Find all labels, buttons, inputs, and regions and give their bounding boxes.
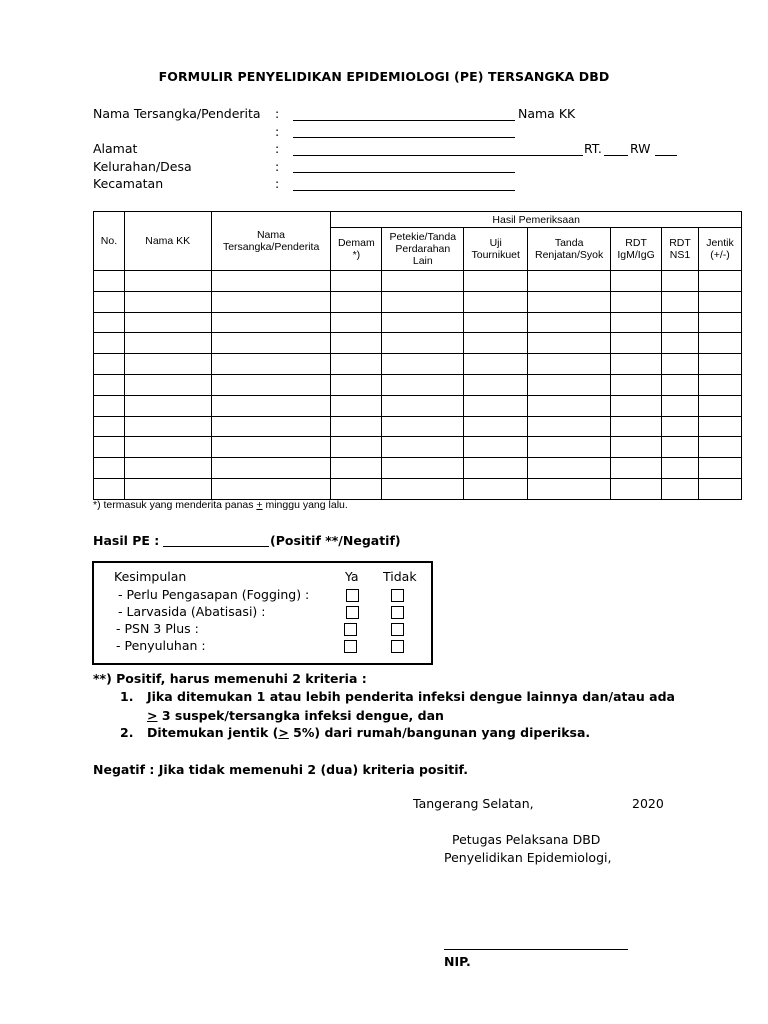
footnote-text-end: minggu yang lalu.	[262, 499, 348, 511]
table-cell[interactable]	[528, 458, 611, 479]
table-cell[interactable]	[382, 291, 464, 312]
table-cell[interactable]	[382, 271, 464, 292]
table-cell[interactable]	[124, 312, 211, 333]
table-cell[interactable]	[94, 478, 125, 499]
footnote	[93, 499, 348, 511]
table-cell[interactable]	[382, 478, 464, 499]
table-cell[interactable]	[464, 291, 528, 312]
table-row	[94, 291, 742, 312]
colon: :	[275, 141, 280, 156]
negatif-statement	[93, 762, 468, 777]
col-header-no: No.	[94, 212, 125, 271]
signature-place: Tangerang Selatan,	[413, 796, 534, 811]
table-row	[94, 374, 742, 395]
table-cell[interactable]	[94, 271, 125, 292]
table-cell[interactable]	[94, 354, 125, 375]
table-cell[interactable]	[382, 395, 464, 416]
rw-input-line[interactable]	[655, 155, 677, 156]
table-cell[interactable]	[94, 416, 125, 437]
table-cell[interactable]	[662, 374, 699, 395]
table-cell[interactable]	[662, 437, 699, 458]
col-ya: Ya	[345, 569, 359, 584]
table-cell[interactable]	[464, 437, 528, 458]
table-cell[interactable]	[124, 478, 211, 499]
table-row	[94, 395, 742, 416]
table-cell[interactable]	[611, 312, 662, 333]
col-header-rdt-igm: RDT IgM/IgG	[611, 228, 662, 271]
col-header-rdt-ns1: RDT NS1	[662, 228, 699, 271]
plus-minus-symbol: +	[256, 499, 263, 511]
table-cell[interactable]	[331, 271, 382, 292]
table-cell[interactable]	[662, 291, 699, 312]
kriteria-item2-number: 2.	[120, 725, 134, 740]
kecamatan-label: Kecamatan	[93, 176, 164, 191]
table-cell[interactable]	[211, 333, 331, 354]
table-cell[interactable]	[124, 291, 211, 312]
col-header-hasil-pemeriksaan: Hasil Pemeriksaan	[331, 212, 742, 228]
col-header-demam: Demam *)	[331, 228, 382, 271]
table-cell[interactable]	[382, 416, 464, 437]
col-header-jentik: Jentik (+/-)	[698, 228, 741, 271]
table-cell[interactable]	[698, 333, 741, 354]
form-title: FORMULIR PENYELIDIKAN EPIDEMIOLOGI (PE) TERSANGKA DBD	[158, 69, 610, 84]
table-cell[interactable]	[662, 312, 699, 333]
table-cell[interactable]	[211, 354, 331, 375]
table-cell[interactable]	[211, 437, 331, 458]
nip-label: NIP.	[444, 954, 471, 969]
kriteria-heading: **) Positif, harus memenuhi 2 kriteria :	[93, 671, 367, 686]
table-cell[interactable]	[698, 478, 741, 499]
kecamatan-input-line[interactable]	[293, 190, 515, 191]
table-cell[interactable]	[698, 271, 741, 292]
rt-input-line[interactable]	[604, 155, 628, 156]
table-cell[interactable]	[698, 416, 741, 437]
table-cell[interactable]	[211, 458, 331, 479]
table-cell[interactable]	[464, 312, 528, 333]
penyuluhan-tidak-checkbox[interactable]	[391, 640, 404, 653]
item-psn-label: - PSN 3 Plus :	[116, 621, 199, 636]
table-cell[interactable]	[611, 374, 662, 395]
table-cell[interactable]	[611, 395, 662, 416]
table-cell[interactable]	[124, 333, 211, 354]
kesimpulan-title: Kesimpulan	[114, 569, 187, 584]
table-cell[interactable]	[94, 374, 125, 395]
kriteria-item1-number: 1.	[120, 689, 134, 704]
table-cell[interactable]	[382, 437, 464, 458]
table-cell[interactable]	[662, 333, 699, 354]
table-cell[interactable]	[611, 333, 662, 354]
footnote-text: *) termasuk yang menderita panas	[93, 499, 257, 511]
table-cell[interactable]	[124, 354, 211, 375]
table-cell[interactable]	[331, 291, 382, 312]
table-cell[interactable]	[94, 458, 125, 479]
colon: :	[275, 124, 280, 139]
table-cell[interactable]	[662, 458, 699, 479]
table-cell[interactable]	[528, 333, 611, 354]
table-cell[interactable]	[611, 271, 662, 292]
nama-kk-label: Nama KK	[518, 106, 576, 121]
table-cell[interactable]	[124, 458, 211, 479]
col-header-uji-tournikuet: Uji Tournikuet	[464, 228, 528, 271]
table-cell[interactable]	[94, 291, 125, 312]
greater-equal-symbol: >	[147, 708, 158, 723]
alamat-input-line[interactable]	[293, 155, 583, 156]
table-cell[interactable]	[331, 374, 382, 395]
table-row	[94, 478, 742, 499]
col-header-tanda-renjatan: Tanda Renjatan/Syok	[528, 228, 611, 271]
negatif-text: : Jika tidak memenuhi 2 (dua) kriteria positif.	[145, 762, 468, 777]
table-cell[interactable]	[124, 271, 211, 292]
kriteria-item2-text-end: 5%) dari rumah/bangunan yang diperiksa.	[288, 725, 591, 740]
table-cell[interactable]	[331, 395, 382, 416]
colon: :	[275, 159, 280, 174]
table-cell[interactable]	[124, 374, 211, 395]
hasil-pe-label: Hasil PE :	[93, 533, 160, 548]
table-cell[interactable]	[382, 374, 464, 395]
table-cell[interactable]	[698, 458, 741, 479]
kriteria-item1-line1: Jika ditemukan 1 atau lebih penderita infeksi dengue lainnya dan/atau ada	[147, 689, 675, 704]
signature-year: 2020	[632, 796, 664, 811]
table-cell[interactable]	[464, 354, 528, 375]
table-cell[interactable]	[464, 271, 528, 292]
table-cell[interactable]	[464, 374, 528, 395]
col-header-petekie: Petekie/Tanda Perdarahan Lain	[382, 228, 464, 271]
alamat-label: Alamat	[93, 141, 138, 156]
table-cell[interactable]	[698, 312, 741, 333]
table-cell[interactable]	[94, 312, 125, 333]
table-cell[interactable]	[382, 333, 464, 354]
table-cell[interactable]	[611, 291, 662, 312]
kesimpulan-box	[92, 561, 433, 665]
table-cell[interactable]	[698, 374, 741, 395]
table-cell[interactable]	[528, 354, 611, 375]
table-cell[interactable]	[94, 333, 125, 354]
table-cell[interactable]	[611, 458, 662, 479]
kelurahan-input-line[interactable]	[293, 172, 515, 173]
negatif-label: Negatif	[93, 762, 146, 777]
rw-label: RW	[630, 141, 651, 156]
table-cell[interactable]	[528, 374, 611, 395]
table-cell[interactable]	[611, 354, 662, 375]
table-cell[interactable]	[528, 312, 611, 333]
fogging-ya-checkbox[interactable]	[346, 589, 359, 602]
col-header-nama-kk: Nama KK	[124, 212, 211, 271]
table-cell[interactable]	[698, 291, 741, 312]
psn-tidak-checkbox[interactable]	[391, 623, 404, 636]
nama-kk-input-line[interactable]	[293, 137, 515, 138]
table-cell[interactable]	[331, 354, 382, 375]
table-cell[interactable]	[528, 416, 611, 437]
col-header-nama-tersangka: Nama Tersangka/Penderita	[211, 212, 331, 271]
greater-equal-symbol: >	[278, 725, 289, 740]
table-cell[interactable]	[662, 271, 699, 292]
table-cell[interactable]	[211, 416, 331, 437]
table-cell[interactable]	[611, 437, 662, 458]
rt-label: RT.	[584, 141, 602, 156]
table-cell[interactable]	[331, 312, 382, 333]
table-cell[interactable]	[94, 437, 125, 458]
table-cell[interactable]	[211, 291, 331, 312]
table-cell[interactable]	[662, 354, 699, 375]
item-penyuluhan-label: - Penyuluhan :	[116, 638, 206, 653]
table-cell[interactable]	[331, 478, 382, 499]
table-cell[interactable]	[211, 395, 331, 416]
signature-role-line2: Penyelidikan Epidemiologi,	[444, 850, 612, 865]
psn-ya-checkbox[interactable]	[344, 623, 357, 636]
table-cell[interactable]	[528, 291, 611, 312]
table-cell[interactable]	[528, 271, 611, 292]
table-cell[interactable]	[124, 395, 211, 416]
table-cell[interactable]	[211, 271, 331, 292]
table-cell[interactable]	[382, 354, 464, 375]
table-cell[interactable]	[698, 395, 741, 416]
fogging-tidak-checkbox[interactable]	[391, 589, 404, 602]
table-row	[94, 416, 742, 437]
table-cell[interactable]	[331, 333, 382, 354]
hasil-pemeriksaan-table	[93, 211, 742, 500]
table-cell[interactable]	[698, 354, 741, 375]
table-cell[interactable]	[94, 395, 125, 416]
table-row	[94, 458, 742, 479]
table-cell[interactable]	[331, 437, 382, 458]
table-row	[94, 271, 742, 292]
larvasida-tidak-checkbox[interactable]	[391, 606, 404, 619]
table-cell[interactable]	[211, 312, 331, 333]
signature-role-line1: Petugas Pelaksana DBD	[452, 832, 601, 847]
col-tidak: Tidak	[383, 569, 417, 584]
kriteria-item2-text: Ditemukan jentik (	[147, 725, 279, 740]
table-cell[interactable]	[528, 395, 611, 416]
table-cell[interactable]	[124, 416, 211, 437]
table-cell[interactable]	[662, 478, 699, 499]
table-row	[94, 437, 742, 458]
item-larvasida-label: - Larvasida (Abatisasi) :	[118, 604, 266, 619]
nama-label: Nama Tersangka/Penderita	[93, 106, 261, 121]
table-cell[interactable]	[464, 333, 528, 354]
penyuluhan-ya-checkbox[interactable]	[344, 640, 357, 653]
table-cell[interactable]	[464, 416, 528, 437]
table-cell[interactable]	[464, 478, 528, 499]
nama-input-line[interactable]	[293, 120, 515, 121]
colon: :	[275, 106, 280, 121]
table-cell[interactable]	[611, 416, 662, 437]
hasil-pe-input-line[interactable]	[163, 546, 269, 547]
kriteria-item2	[147, 725, 590, 740]
table-cell[interactable]	[331, 458, 382, 479]
kelurahan-label: Kelurahan/Desa	[93, 159, 192, 174]
table-cell[interactable]	[698, 437, 741, 458]
colon: :	[275, 176, 280, 191]
kriteria-item1-line2-text: 3 suspek/tersangka infeksi dengue, dan	[157, 708, 444, 723]
table-row	[94, 312, 742, 333]
kriteria-item1-line2	[147, 708, 444, 723]
table-cell[interactable]	[464, 458, 528, 479]
table-cell[interactable]	[382, 458, 464, 479]
table-cell[interactable]	[662, 395, 699, 416]
table-cell[interactable]	[528, 478, 611, 499]
table-cell[interactable]	[662, 416, 699, 437]
table-cell[interactable]	[528, 437, 611, 458]
table-cell[interactable]	[124, 437, 211, 458]
table-row	[94, 354, 742, 375]
signature-line[interactable]	[444, 949, 628, 950]
table-row	[94, 333, 742, 354]
table-cell[interactable]	[464, 395, 528, 416]
table-cell[interactable]	[211, 374, 331, 395]
table-cell[interactable]	[331, 416, 382, 437]
larvasida-ya-checkbox[interactable]	[346, 606, 359, 619]
item-fogging-label: - Perlu Pengasapan (Fogging) :	[118, 587, 310, 602]
table-cell[interactable]	[382, 312, 464, 333]
table-cell[interactable]	[611, 478, 662, 499]
hasil-pe-options: (Positif **/Negatif)	[270, 533, 401, 548]
table-cell[interactable]	[211, 478, 331, 499]
